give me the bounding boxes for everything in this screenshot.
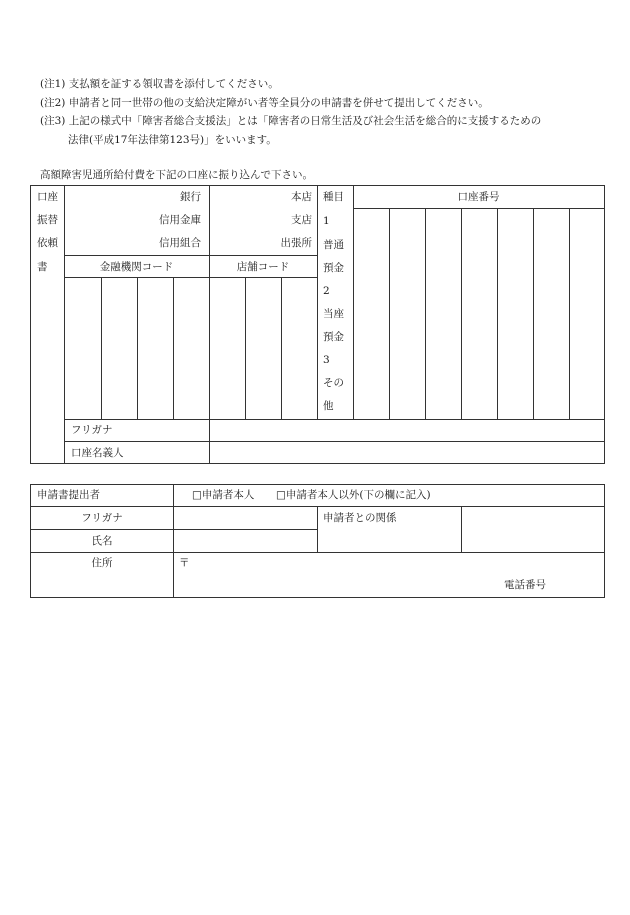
- type-option-6: 預金: [323, 331, 344, 343]
- submitter-label: 申請書提出者: [37, 489, 100, 501]
- option-other-checkbox[interactable]: □申請者本人以外(下の欄に記入): [276, 489, 431, 501]
- applicant-name-label: 氏名: [91, 535, 113, 547]
- address-label: 住所: [91, 557, 113, 569]
- type-option-5: 当座: [323, 308, 344, 320]
- postal-mark: 〒: [179, 557, 190, 569]
- note-2: (注2) 申請者と同一世帯の他の支給決定障がい者等全員分の申請書を併せて提出してください。: [40, 96, 489, 109]
- type-option-7: 3: [323, 354, 330, 366]
- transfer-intro: 高額障害児通所給付費を下記の口座に振り込んで下さい。: [40, 169, 313, 181]
- account-number-header: 口座番号: [457, 191, 500, 203]
- branch-type-head: 本店: [291, 191, 312, 203]
- institution-code-label: 金融機関コード: [99, 261, 174, 273]
- institution-type-kumiai: 信用組合: [159, 237, 201, 249]
- branch-type-office: 出張所: [280, 237, 312, 249]
- phone-label: 電話番号: [504, 579, 546, 591]
- option-self-checkbox[interactable]: □申請者本人: [192, 489, 255, 501]
- notes: [40, 75, 615, 149]
- holder-furigana-label: フリガナ: [71, 424, 113, 436]
- side-label-3: 依頼: [37, 237, 58, 249]
- side-label-1: 口座: [37, 191, 58, 203]
- side-label-4: 書: [37, 261, 48, 273]
- type-option-3: 預金: [323, 262, 344, 274]
- type-option-9: 他: [323, 400, 334, 412]
- note-1: (注1) 支払額を証する領収書を添付してください。: [40, 78, 279, 90]
- institution-type-bank: 銀行: [180, 191, 201, 203]
- holder-name-label: 口座名義人: [71, 447, 124, 459]
- type-option-8: その: [323, 377, 344, 389]
- branch-code-label: 店舗コード: [236, 261, 290, 273]
- branch-type-branch: 支店: [291, 214, 312, 226]
- institution-type-shinkin: 信用金庫: [159, 214, 201, 226]
- type-option-1: 1: [323, 215, 330, 227]
- type-option-2: 普通: [323, 239, 344, 251]
- side-label-2: 振替: [37, 214, 58, 226]
- relationship-label: 申請者との関係: [323, 512, 397, 524]
- applicant-furigana-label: フリガナ: [81, 512, 123, 524]
- note-3: (注3) 上記の様式中「障害者総合支援法」とは「障害者の日常生活及び社会生活を総合的に支援するための: [40, 115, 542, 127]
- type-header: 種目: [323, 191, 344, 203]
- type-option-4: 2: [323, 285, 330, 297]
- note-3-continued: 法律(平成17年法律第123号)」をいいます。: [68, 133, 277, 146]
- bank-transfer-form: [30, 185, 605, 464]
- applicant-form: [30, 484, 605, 598]
